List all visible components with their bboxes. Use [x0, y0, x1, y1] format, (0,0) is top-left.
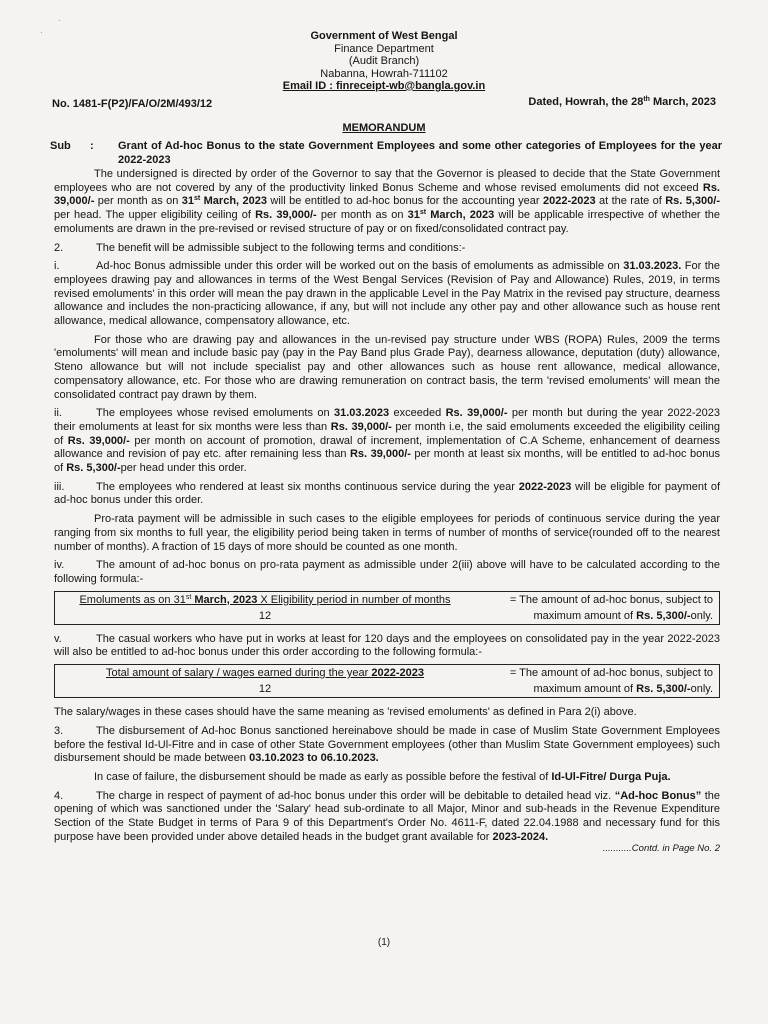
office-address: Nabanna, Howrah-711102	[320, 67, 448, 80]
clause-ii: ii. The employees whose revised emoluments on 31.03.2023 exceeded Rs. 39,000/- per month but during the year 2022-2023 their emoluments at least for six months were less than Rs. 39,000/- per month i.e, the said emoluments exceeded the eligibility ceiling of Rs. 39,000/- per month on account of promotion, drawal of increment, implementation of C.A Scheme, enhancement of dearness allowance and revision of pay etc. after remaining less than Rs. 39,000/- per month at least six months, will be entitled to ad-hoc bonus of Rs. 5,300/-per head under this order.	[54, 407, 720, 475]
formula-numerator: Emoluments as on 31st March, 2023 X Eligibility period in number of months	[79, 593, 451, 606]
scan-speck: ·	[40, 28, 43, 37]
clause-iv: iv. The amount of ad-hoc bonus on pro-rata payment as admissible under 2(iii) above will have to be calculated according to the following formula:-	[54, 559, 720, 585]
subject-line	[50, 140, 722, 167]
paragraph-3: 3. The disbursement of Ad-hoc Bonus sanctioned hereinabove should be made in case of Muslim State Government Employees before the festival Id-Ul-Fitre and in case of other State Government employees (other than Muslim State Government employees) such disbursement should be made between 03.10.2023 to 06.10.2023.	[54, 724, 720, 765]
page-number: (1)	[377, 937, 391, 948]
reference-number: No. 1481-F(P2)/FA/O/2M/493/12	[52, 98, 213, 110]
paragraph-2: 2. The benefit will be admissible subject to the following terms and conditions:-	[54, 241, 466, 254]
subject-text: Grant of Ad-hoc Bonus to the state Government Employees and some other categories of Employees for the year 2022-2023	[118, 140, 722, 166]
formula-denominator: 12	[258, 609, 272, 622]
formula-denominator: 12	[258, 683, 272, 696]
memo-body	[54, 168, 720, 856]
clause-i-continued: For those who are drawing pay and allowances in the un-revised pay structure under WBS (ROPA) Rules, 2009 the terms 'emoluments' will mean and include basic pay (pay in the Pay Band plus Grade Pay), dearness allowance, deputation (duty) allowance, Steno allowance but will not include specialist pay and other allowances such as house rent allowance, medical allowance, compensatory allowance, etc. For those who are drawing remuneration on contract basis, the term 'revised emoluments' will mean the consolidated contract pay drawn by them.	[54, 333, 720, 401]
clause-i: i. Ad-hoc Bonus admissible under this order will be worked out on the basis of emoluments as admissible on 31.03.2023. For the employees drawing pay and allowances in terms of the West Bengal Services (Revision of Pay and Allowance) Rules, 2019, in terms revised emoluments' in this order will mean the pay drawn in the applicable Level in the Pay Matrix in the revised pay structure, dearness allowance and includes the non-practicing allowance, if any, but will not include any other pay and other allowance such as house rent allowance, medical allowance, compensatory allowance, etc.	[54, 260, 720, 328]
department-name: Finance Department	[334, 42, 434, 55]
paragraph-3-continued: In case of failure, the disbursement should be made as early as possible before the festival of Id-Ul-Fitre/ Durga Puja.	[94, 770, 671, 783]
clause-v: v. The casual workers who have put in works at least for 120 days and the employees on consolidated pay in the year 2022-2023 will also be entitled to ad-hoc bonus under this order according to the following formula:-	[54, 632, 720, 659]
branch-name: (Audit Branch)	[348, 55, 420, 67]
clause-iii: iii. The employees who rendered at least six months continuous service during the year 2022-2023 will be eligible for payment of ad-hoc bonus under this order.	[54, 480, 720, 507]
formula-result-line-1: = The amount of ad-hoc bonus, subject to	[509, 667, 713, 680]
email-line: Email ID : finreceipt-wb@bangla.gov.in	[282, 80, 486, 92]
formula-result-line-1: = The amount of ad-hoc bonus, subject to	[509, 593, 713, 606]
formula-result-line-2: maximum amount of Rs. 5,300/-only.	[533, 609, 713, 622]
clause-iii-continued: Pro-rata payment will be admissible in such cases to the eligible employees for periods of continuous service during the year ranging from six months to full year, the eligibility period being taken in terms of number of months of service(rounded off to the nearest number of months). A fraction of 15 days of more should be counted as one month.	[54, 513, 720, 553]
formula-result-line-2: maximum amount of Rs. 5,300/-only.	[533, 683, 713, 696]
letterhead	[0, 30, 768, 93]
date-line: Dated, Howrah, the 28th March, 2023	[528, 96, 716, 108]
continued-note: ...........Contd. in Page No. 2	[602, 843, 720, 855]
scan-speck: ·	[58, 16, 61, 25]
paragraph-1: The undersigned is directed by order of the Governor to say that the Governor is pleased to decide that the State Government employees who are not covered by any of the productivity linked Bonus Scheme and whose revised emoluments did not exceed Rs. 39,000/- per month as on 31st March, 2023 will be entitled to ad-hoc bonus for the accounting year 2022-2023 at the rate of Rs. 5,300/- per head. The upper eligibility ceiling of Rs. 39,000/- per month as on 31st March, 2023 will be applicable irrespective of whether the emoluments are drawn in the pre-revised or revised structure of pay or on fixed/consolidated contract pay.	[54, 168, 721, 235]
paragraph-4: 4. The charge in respect of payment of ad-hoc bonus under this order will be debitable to detailed head viz. “Ad-hoc Bonus” the opening of which was sanctioned under the 'Salary' head sub-ordinate to all Major, Minor and sub-heads in the Revenue Expenditure Section of the State Budget in terms of Para 9 of this Department's Order No. 4611-F, dated 22.04.1988 and necessary fund for this purpose have been provided under above detailed heads in the budget grant available for 2023-2024.	[54, 789, 720, 843]
government-name: Government of West Bengal	[310, 30, 458, 42]
salary-note: The salary/wages in these cases should have the same meaning as 'revised emoluments' as defined in Para 2(i) above.	[54, 706, 637, 719]
formula-numerator: Total amount of salary / wages earned during the year 2022-2023	[106, 667, 424, 680]
subject-colon: :	[90, 140, 94, 152]
formula-box-pro-rata	[54, 591, 720, 625]
formula-box-casual	[54, 664, 720, 698]
subject-label: Sub	[50, 140, 71, 152]
memorandum-title: MEMORANDUM	[342, 122, 426, 134]
